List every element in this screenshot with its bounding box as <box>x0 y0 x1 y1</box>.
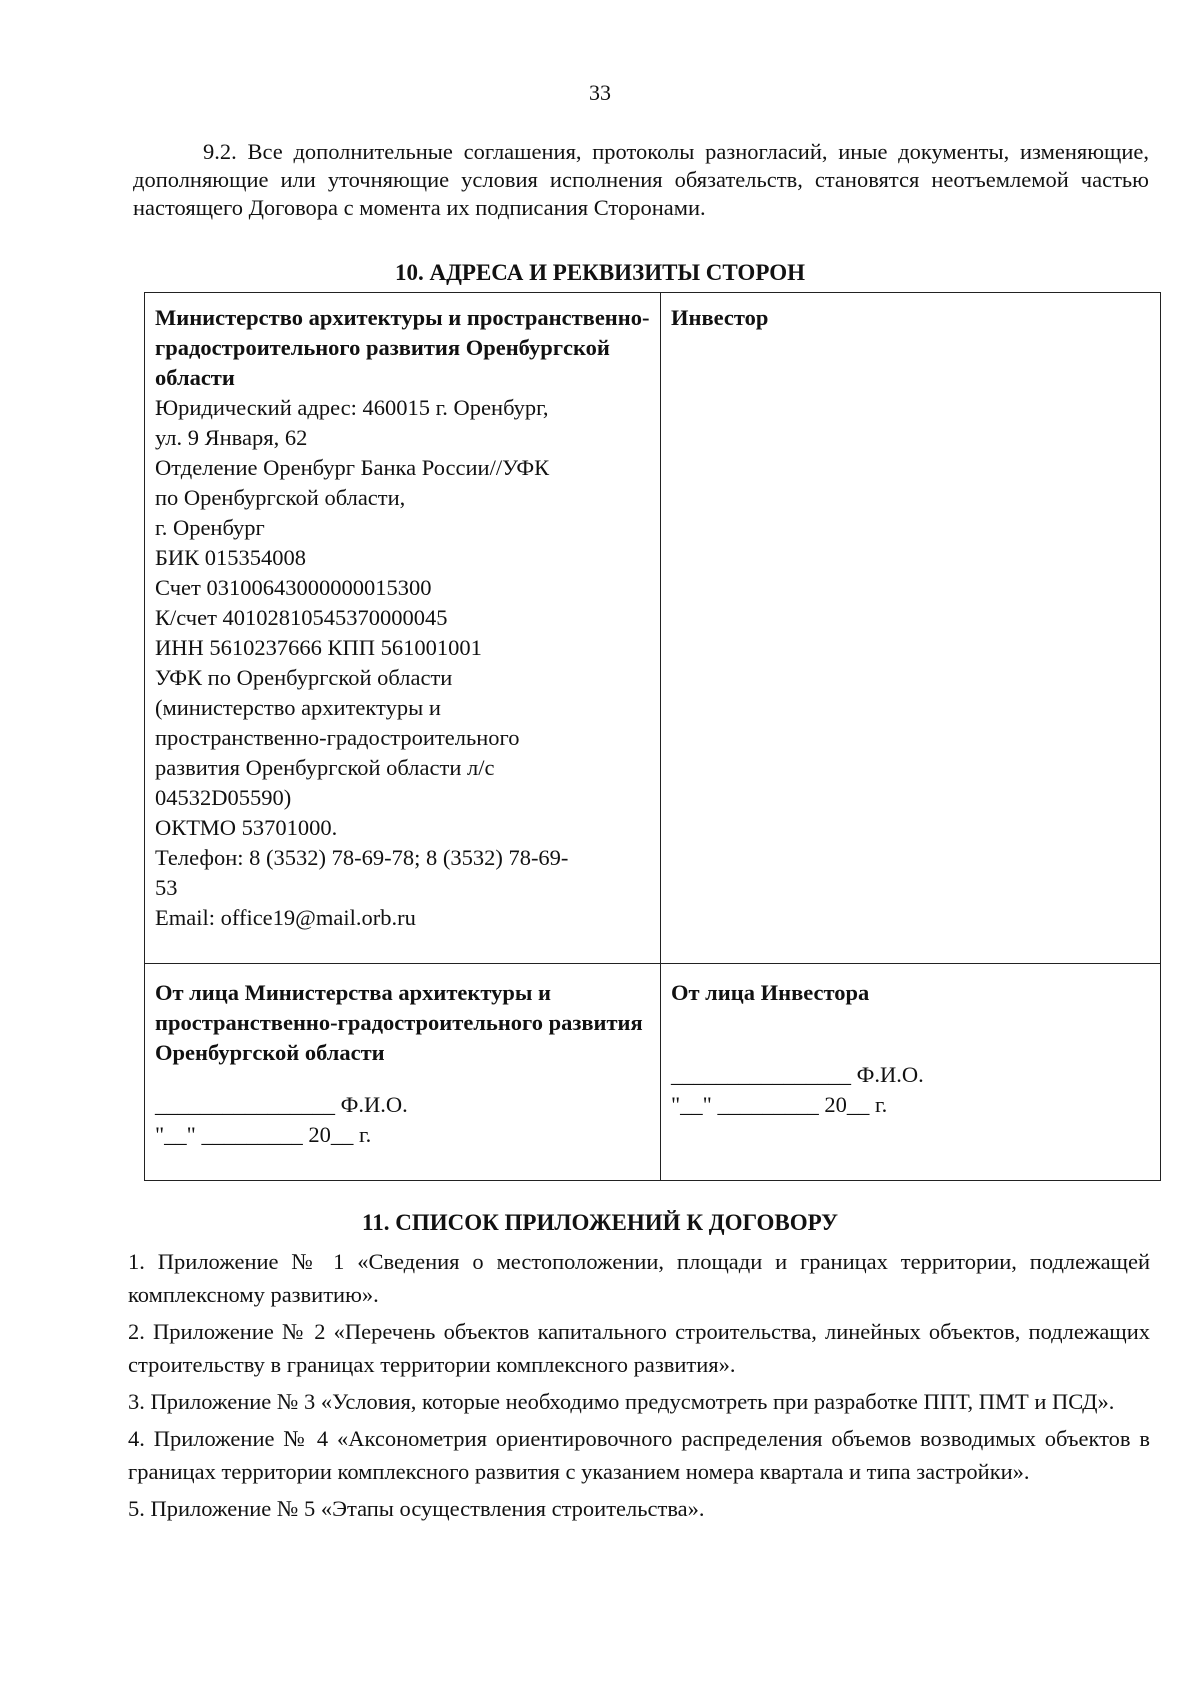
appendix-item: 3. Приложение № 3 «Условия, которые необходимо предусмотреть при разработке ППТ, ПМТ и ПСД». <box>128 1389 1115 1414</box>
ministry-detail-line: по Оренбургской области, <box>155 485 406 510</box>
ministry-detail-line: Юридический адрес: 460015 г. Оренбург, <box>155 395 549 420</box>
ministry-signature-fio: ________________ Ф.И.О. <box>155 1092 408 1117</box>
ministry-detail-line: 53 <box>155 875 178 900</box>
investor-signature-fio: ________________ Ф.И.О. <box>671 1062 924 1087</box>
ministry-detail-line: УФК по Оренбургской области <box>155 665 453 690</box>
ministry-detail-line: г. Оренбург <box>155 515 265 540</box>
appendix-item: 4. Приложение № 4 «Аксонометрия ориентировочного распределения объемов возводимых объектов в границах территории комплексного развития с указанием номера квартала и типа застройки». <box>128 1426 1150 1484</box>
ministry-detail-line: ОКТМО 53701000. <box>155 815 338 840</box>
ministry-detail-line: ИНН 5610237666 КПП 561001001 <box>155 635 482 660</box>
ministry-detail-line: БИК 015354008 <box>155 545 307 570</box>
investor-signature-cell <box>661 964 1161 1181</box>
ministry-detail-line: 04532D05590) <box>155 785 292 810</box>
investor-signature-title: От лица Инвестора <box>671 980 870 1005</box>
appendix-item: 1. Приложение № 1 «Сведения о местоположении, площади и границах территории, подлежащей комплексному развитию». <box>128 1249 1150 1307</box>
appendix-item: 2. Приложение № 2 «Перечень объектов капитального строительства, линейных объектов, подлежащих строительству в границах территории комплексного развития». <box>128 1319 1150 1377</box>
ministry-detail-line: К/счет 40102810545370000045 <box>155 605 448 630</box>
ministry-detail-line: (министерство архитектуры и <box>155 695 441 720</box>
investor-requisites-cell <box>661 293 1161 964</box>
requisites-row <box>145 293 1161 964</box>
ministry-requisites-cell <box>145 293 661 964</box>
requisites-table <box>144 292 1161 1181</box>
investor-name: Инвестор <box>671 305 769 330</box>
section-10-title: 10. АДРЕСА И РЕКВИЗИТЫ СТОРОН <box>394 260 806 285</box>
section-11-title: 11. СПИСОК ПРИЛОЖЕНИЙ К ДОГОВОРУ <box>361 1210 838 1235</box>
ministry-detail-line: пространственно-градостроительного <box>155 725 520 750</box>
ministry-signature-cell <box>145 964 661 1181</box>
ministry-detail-line: ул. 9 Января, 62 <box>155 425 308 450</box>
appendix-item: 5. Приложение № 5 «Этапы осуществления строительства». <box>128 1496 705 1521</box>
ministry-name: Министерство архитектуры и пространственно-градостроительного развития Оренбургской области <box>155 305 650 390</box>
ministry-detail-line: Отделение Оренбург Банка России//УФК <box>155 455 550 480</box>
page-number: 33 <box>589 80 611 105</box>
ministry-detail-line: Счет 03100643000000015300 <box>155 575 432 600</box>
ministry-detail-line: развития Оренбургской области л/с <box>155 755 495 780</box>
appendix-list <box>128 1245 1150 1529</box>
ministry-signature-title: От лица Министерства архитектуры и пространственно-градостроительного развития Оренбургской области <box>155 980 643 1065</box>
ministry-signature-block <box>155 1090 650 1150</box>
signature-row <box>145 964 1161 1181</box>
clause-9-2-text: 9.2. Все дополнительные соглашения, протоколы разногласий, иные документы, изменяющие, дополняющие или уточняющие условия исполнения обязательств, становятся неотъемлемой частью настоящего Договора с момента их подписания Сторонами. <box>133 139 1149 220</box>
ministry-email: Email: office19@mail.orb.ru <box>155 905 416 930</box>
investor-signature-block <box>671 1060 1150 1120</box>
ministry-detail-line: Телефон: 8 (3532) 78-69-78; 8 (3532) 78-69- <box>155 845 569 870</box>
ministry-signature-date: "__" _________ 20__ г. <box>155 1122 372 1147</box>
investor-signature-date: "__" _________ 20__ г. <box>671 1092 888 1117</box>
